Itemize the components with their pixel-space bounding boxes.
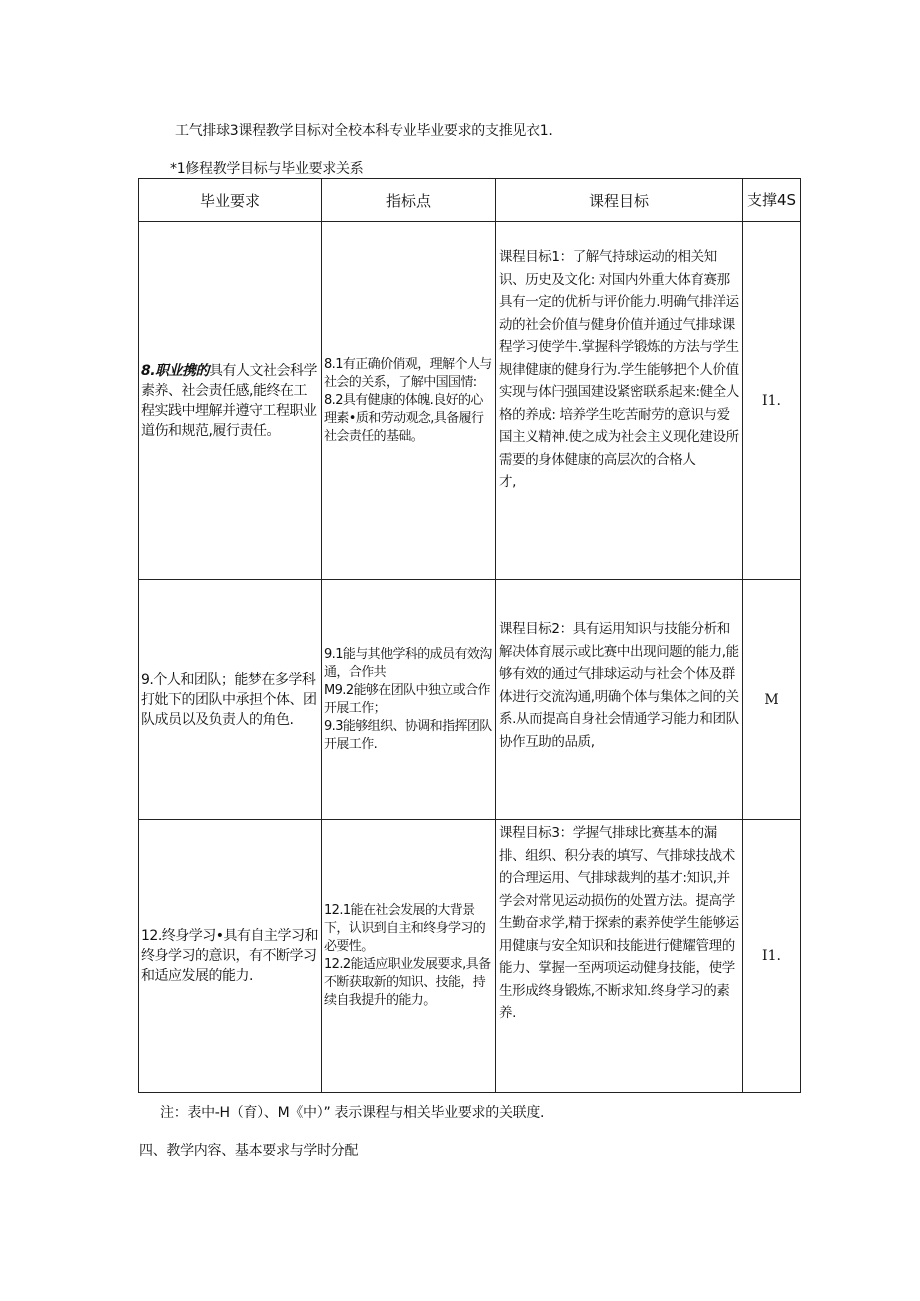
goal-text: 课程目标1：了解气持球运动的相关知识、历史及文化: 对国内外重大体育赛那具有一定的优析与评价能力.明确气排洋运动的社会价值与健身价值并通过气排球课程学习使学牛.掌握科学锻炼的方法与学生规律健康的健身行为.学生能够把个人价值实现与体闩强国建设紧密联系起来:健全人格的养成: 培养学生吃苦耐劳的意识与爱国主义精神.使之成为社会主义现化建设所需要的身体健康的高层次的合格人 才,: [499, 249, 739, 490]
support-cell: M: [743, 580, 801, 820]
goal-cell: [496, 580, 743, 820]
indicator-text: 9.1能与其他学科的成员有效沟通，合作共 M9.2能够在团队中独立或合作开展工作； 9.3能够组织、协调和指挥团队开展工作.: [324, 646, 492, 752]
table-row: [139, 580, 801, 820]
requirement-prefix: 8.职业携的: [141, 362, 210, 379]
goal-text: 课程目标3：学握气排球比赛基本的漏排、组织、积分表的填写、气排球技战术的合理运用、气排球裁判的基才:知识,并学会对常见运动损伤的处置方法。提高学生勤奋求学,精于探索的素养使学生能够运用健康与安全知识和技能进行健耀管理的能力、掌握一至两项运动健身技能，使学生形成终身锻炼,不断求知.终身学习的素养.: [499, 825, 739, 1021]
goal-cell: [496, 222, 743, 580]
support-cell: I1.: [743, 820, 801, 1093]
support-cell: I1.: [743, 222, 801, 580]
header-indicator: 指标点: [322, 179, 496, 222]
requirement-text: 具有人文社会科学素养、社会责任感,能终在工程实践中埋解并遵守工程职业道伤和规范,履行责任。: [141, 362, 318, 439]
requirement-cell: [139, 222, 322, 580]
goal-cell: [496, 820, 743, 1093]
header-requirement: 毕业要求: [139, 179, 322, 222]
table-row: [139, 222, 801, 580]
section-heading: 四、教学内容、基本要求与学时分配: [139, 1143, 359, 1159]
header-goal: 课程目标: [496, 179, 743, 222]
table-note: 注：表中-H（育）、M《中）” 表示课程与相关毕业要求的关联度.: [160, 1105, 545, 1121]
header-support: 支撑4S: [743, 179, 801, 222]
requirements-table: [138, 178, 801, 1093]
intro-text: 工气排球3课程教学目标对全校本科专业毕业要求的支推见衣1.: [175, 123, 553, 139]
indicator-text: 8.1有正确价俏观，理解个人与社会的关系，了解中国国情: 8.2具有健康的体魄.良好的心理素•质和劳动观念,具备履行社会责任的基础。: [324, 356, 492, 444]
table-row: [139, 820, 801, 1093]
requirement-cell: 9.个人和团队；能梦在多学科打妣下的团队中承担个体、团队成员以及负责人的角色.: [139, 580, 322, 820]
table-header-row: [139, 179, 801, 222]
indicator-cell: [322, 222, 496, 580]
indicator-text: 12.1能在社会发展的大背景下，认识到自主和终身学习的必要性。 12.2能适应职业发展要求,具备不断获取新的知识、技能，持续自我提升的能力。: [324, 903, 491, 1008]
requirement-cell: 12.终身学习•具有自主学习和终身学习的意识，有不断学习和适应发展的能力.: [139, 820, 322, 1093]
goal-text: 课程目标2：具有运用知识与技能分析和解决体育展示或比赛中出现问题的能力,能够有效的通过气排球运动与社会个体及群体进行交流沟通,明确个体与集体之间的关系.从而提高自身社会情通学习能力和团队协作互助的品质,: [499, 621, 739, 750]
table-caption: *1修程教学目标与毕业要求关系: [170, 161, 364, 177]
indicator-cell: [322, 820, 496, 1093]
indicator-cell: [322, 580, 496, 820]
